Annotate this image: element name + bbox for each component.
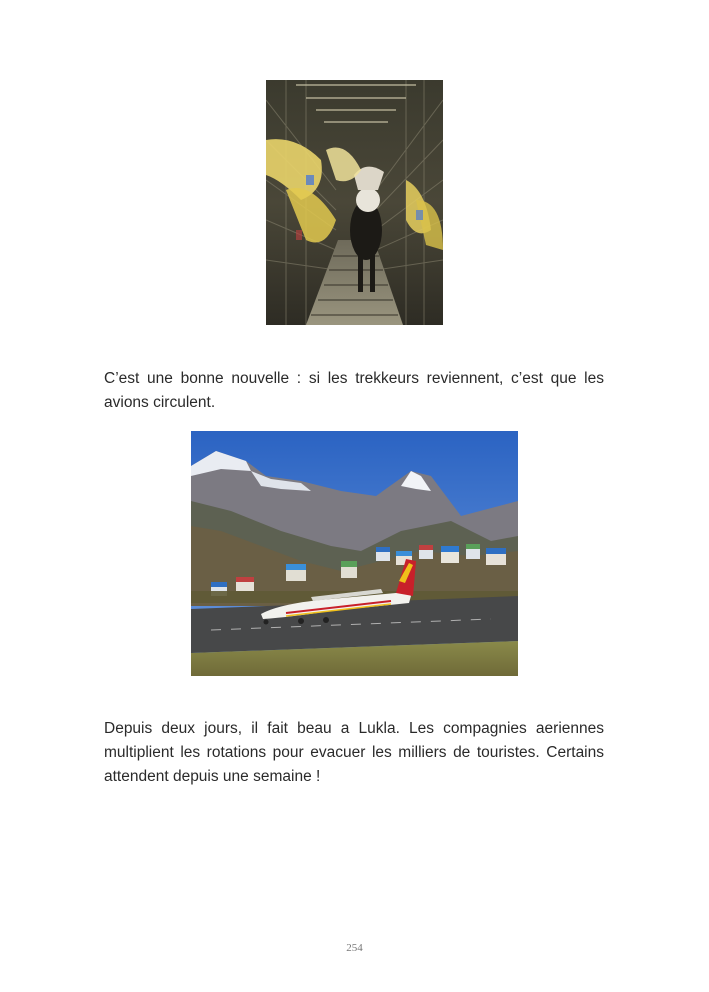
- lukla-airstrip-photo-image: [191, 431, 518, 676]
- paragraph-1: C’est une bonne nouvelle : si les trekkeurs reviennent, c’est que les avions circulent.: [104, 370, 604, 411]
- bridge-photo: [266, 80, 443, 325]
- bridge-photo-image: [266, 80, 443, 325]
- paragraph-2: Depuis deux jours, il fait beau a Lukla. Les compagnies aeriennes multiplient les rotations pour evacuer les milliers de touristes. Certains attendent depuis une semaine !: [104, 720, 604, 785]
- page-number: 254: [346, 942, 363, 954]
- lukla-airstrip-photo: [191, 431, 518, 676]
